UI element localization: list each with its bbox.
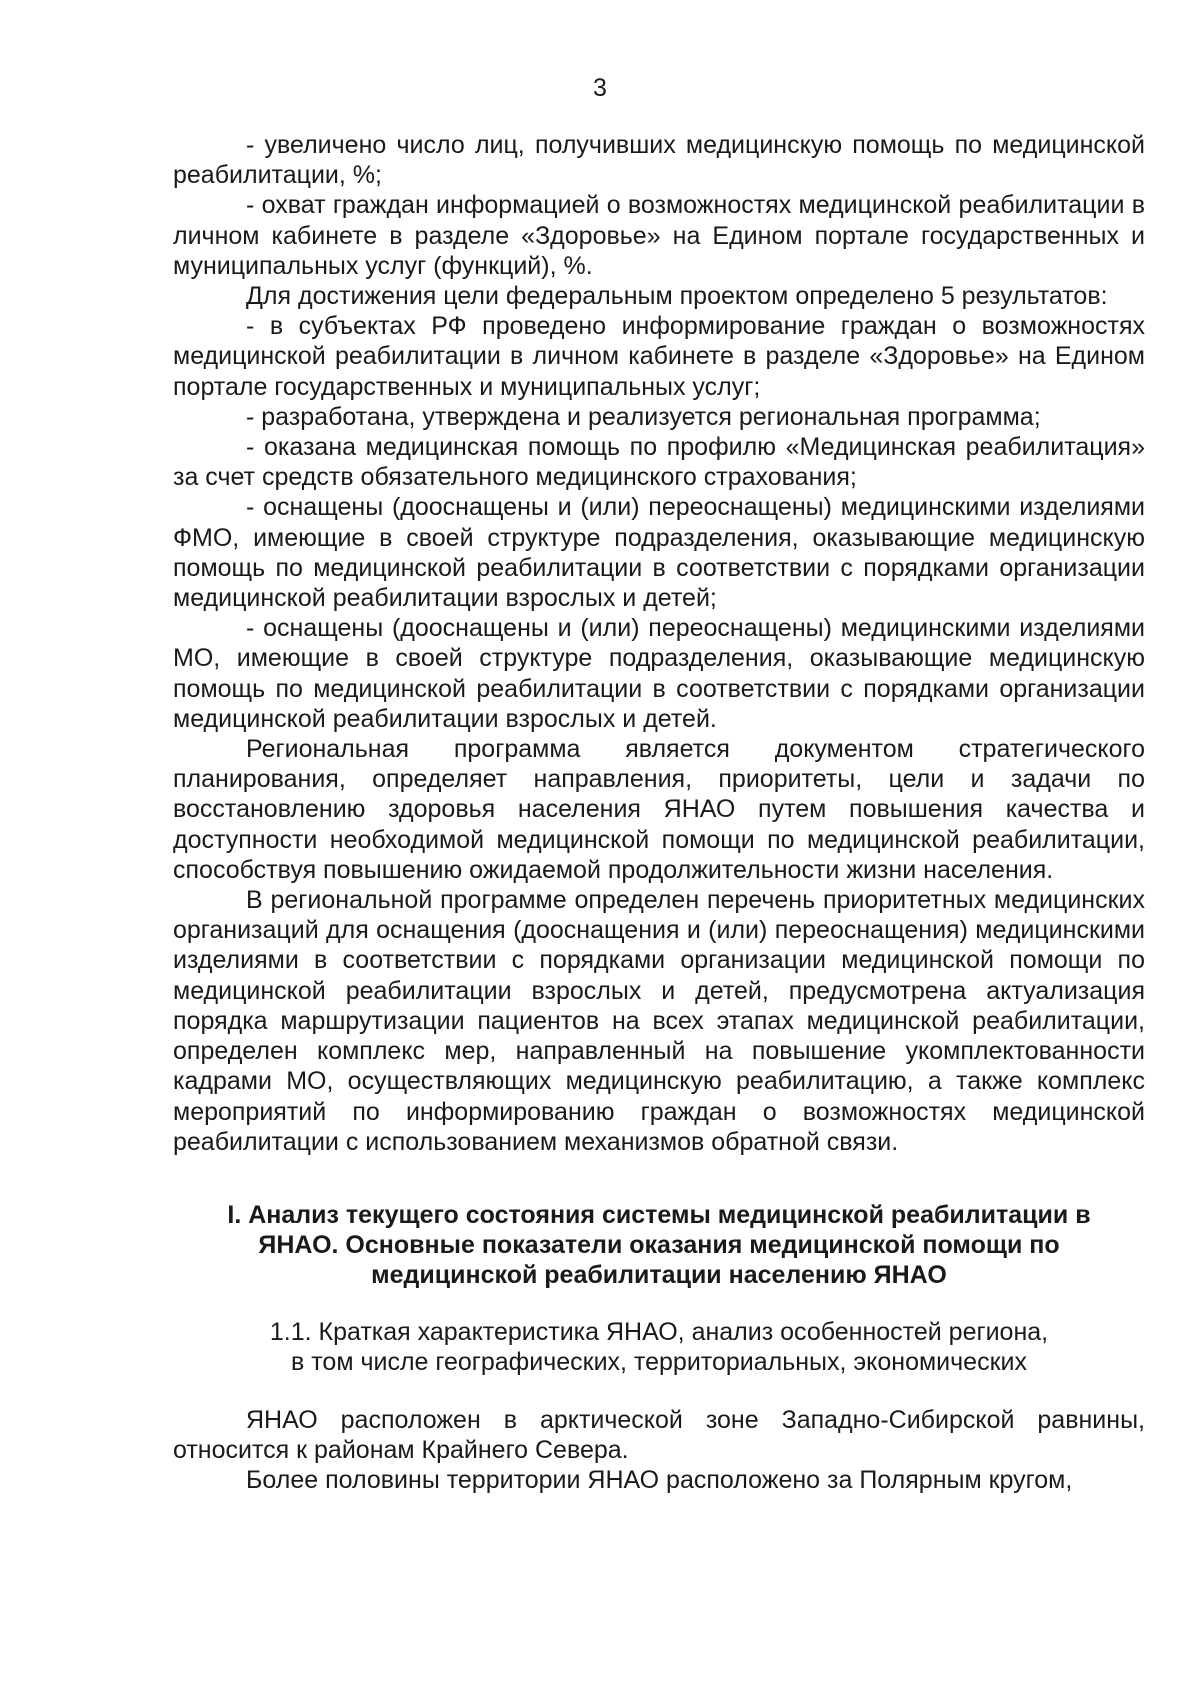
paragraph: - в субъектах РФ проведено информирование граждан о возможностях медицинской реабилитации в личном кабинете в разделе «Здоровье» на Едином портале государственных и муниципальных услуг; <box>173 312 1145 401</box>
paragraph: Для достижения цели федеральным проектом определено 5 результатов: <box>246 282 1108 311</box>
page-number: 3 <box>593 74 607 102</box>
section-heading: I. Анализ текущего состояния системы медицинской реабилитации в ЯНАО. Основные показатели оказания медицинской помощи по медицинской реабилитации населению ЯНАО <box>227 1200 1091 1290</box>
paragraph: Более половины территории ЯНАО расположено за Полярным кругом, <box>246 1466 1073 1495</box>
paragraph: В региональной программе определен перечень приоритетных медицинских организаций для оснащения (дооснащения и (или) переоснащения) медицинскими изделиями в соответствии с порядками организации медицинской помощи по медицинской реабилитации взрослых и детей, предусмотрена актуализация порядка маршрутизации пациентов на всех этапах медицинской реабилитации, определен комплекс мер, направленный на повышение укомплектованности кадрами МО, осуществляющих медицинскую реабилитацию, а также комплекс мероприятий по информированию граждан о возможностях медицинской реабилитации с использованием механизмов обратной связи. <box>173 886 1145 1156</box>
paragraph: Региональная программа является документом стратегического планирования, определяет направления, приоритеты, цели и задачи по восстановлению здоровья населения ЯНАО путем повышения качества и доступности необходимой медицинской помощи по медицинской реабилитации, способствуя повышению ожидаемой продолжительности жизни населения. <box>173 735 1145 884</box>
paragraph: ЯНАО расположен в арктической зоне Западно-Сибирской равнины, относится к районам Крайнего Севера. <box>173 1405 1145 1465</box>
paragraph: - оснащены (дооснащены и (или) переоснащены) медицинскими изделиями ФМО, имеющие в своей структуре подразделения, оказывающие медицинскую помощь по медицинской реабилитации в соответствии с порядками организации медицинской реабилитации взрослых и детей; <box>173 493 1145 613</box>
document-body <box>173 130 1145 1496</box>
paragraph: - увеличено число лиц, получивших медицинскую помощь по медицинской реабилитации, %; <box>173 131 1145 190</box>
paragraph: - охват граждан информацией о возможностях медицинской реабилитации в личном кабинете в разделе «Здоровье» на Едином портале государственных и муниципальных услуг (функций), %. <box>173 191 1145 280</box>
subsection-heading <box>173 1317 1145 1377</box>
paragraph: - оказана медицинская помощь по профилю «Медицинская реабилитация» за счет средств обязательного медицинского страхования; <box>173 433 1145 492</box>
subsection-heading-line: в том числе географических, территориальных, экономических <box>291 1347 1027 1376</box>
paragraph: - оснащены (дооснащены и (или) переоснащены) медицинскими изделиями МО, имеющие в своей структуре подразделения, оказывающие медицинскую помощь по медицинской реабилитации в соответствии с порядками организации медицинской реабилитации взрослых и детей. <box>173 614 1145 733</box>
paragraph: - разработана, утверждена и реализуется региональная программа; <box>246 402 1041 431</box>
subsection-heading-line: 1.1. Краткая характеристика ЯНАО, анализ особенностей региона, <box>269 1317 1049 1346</box>
